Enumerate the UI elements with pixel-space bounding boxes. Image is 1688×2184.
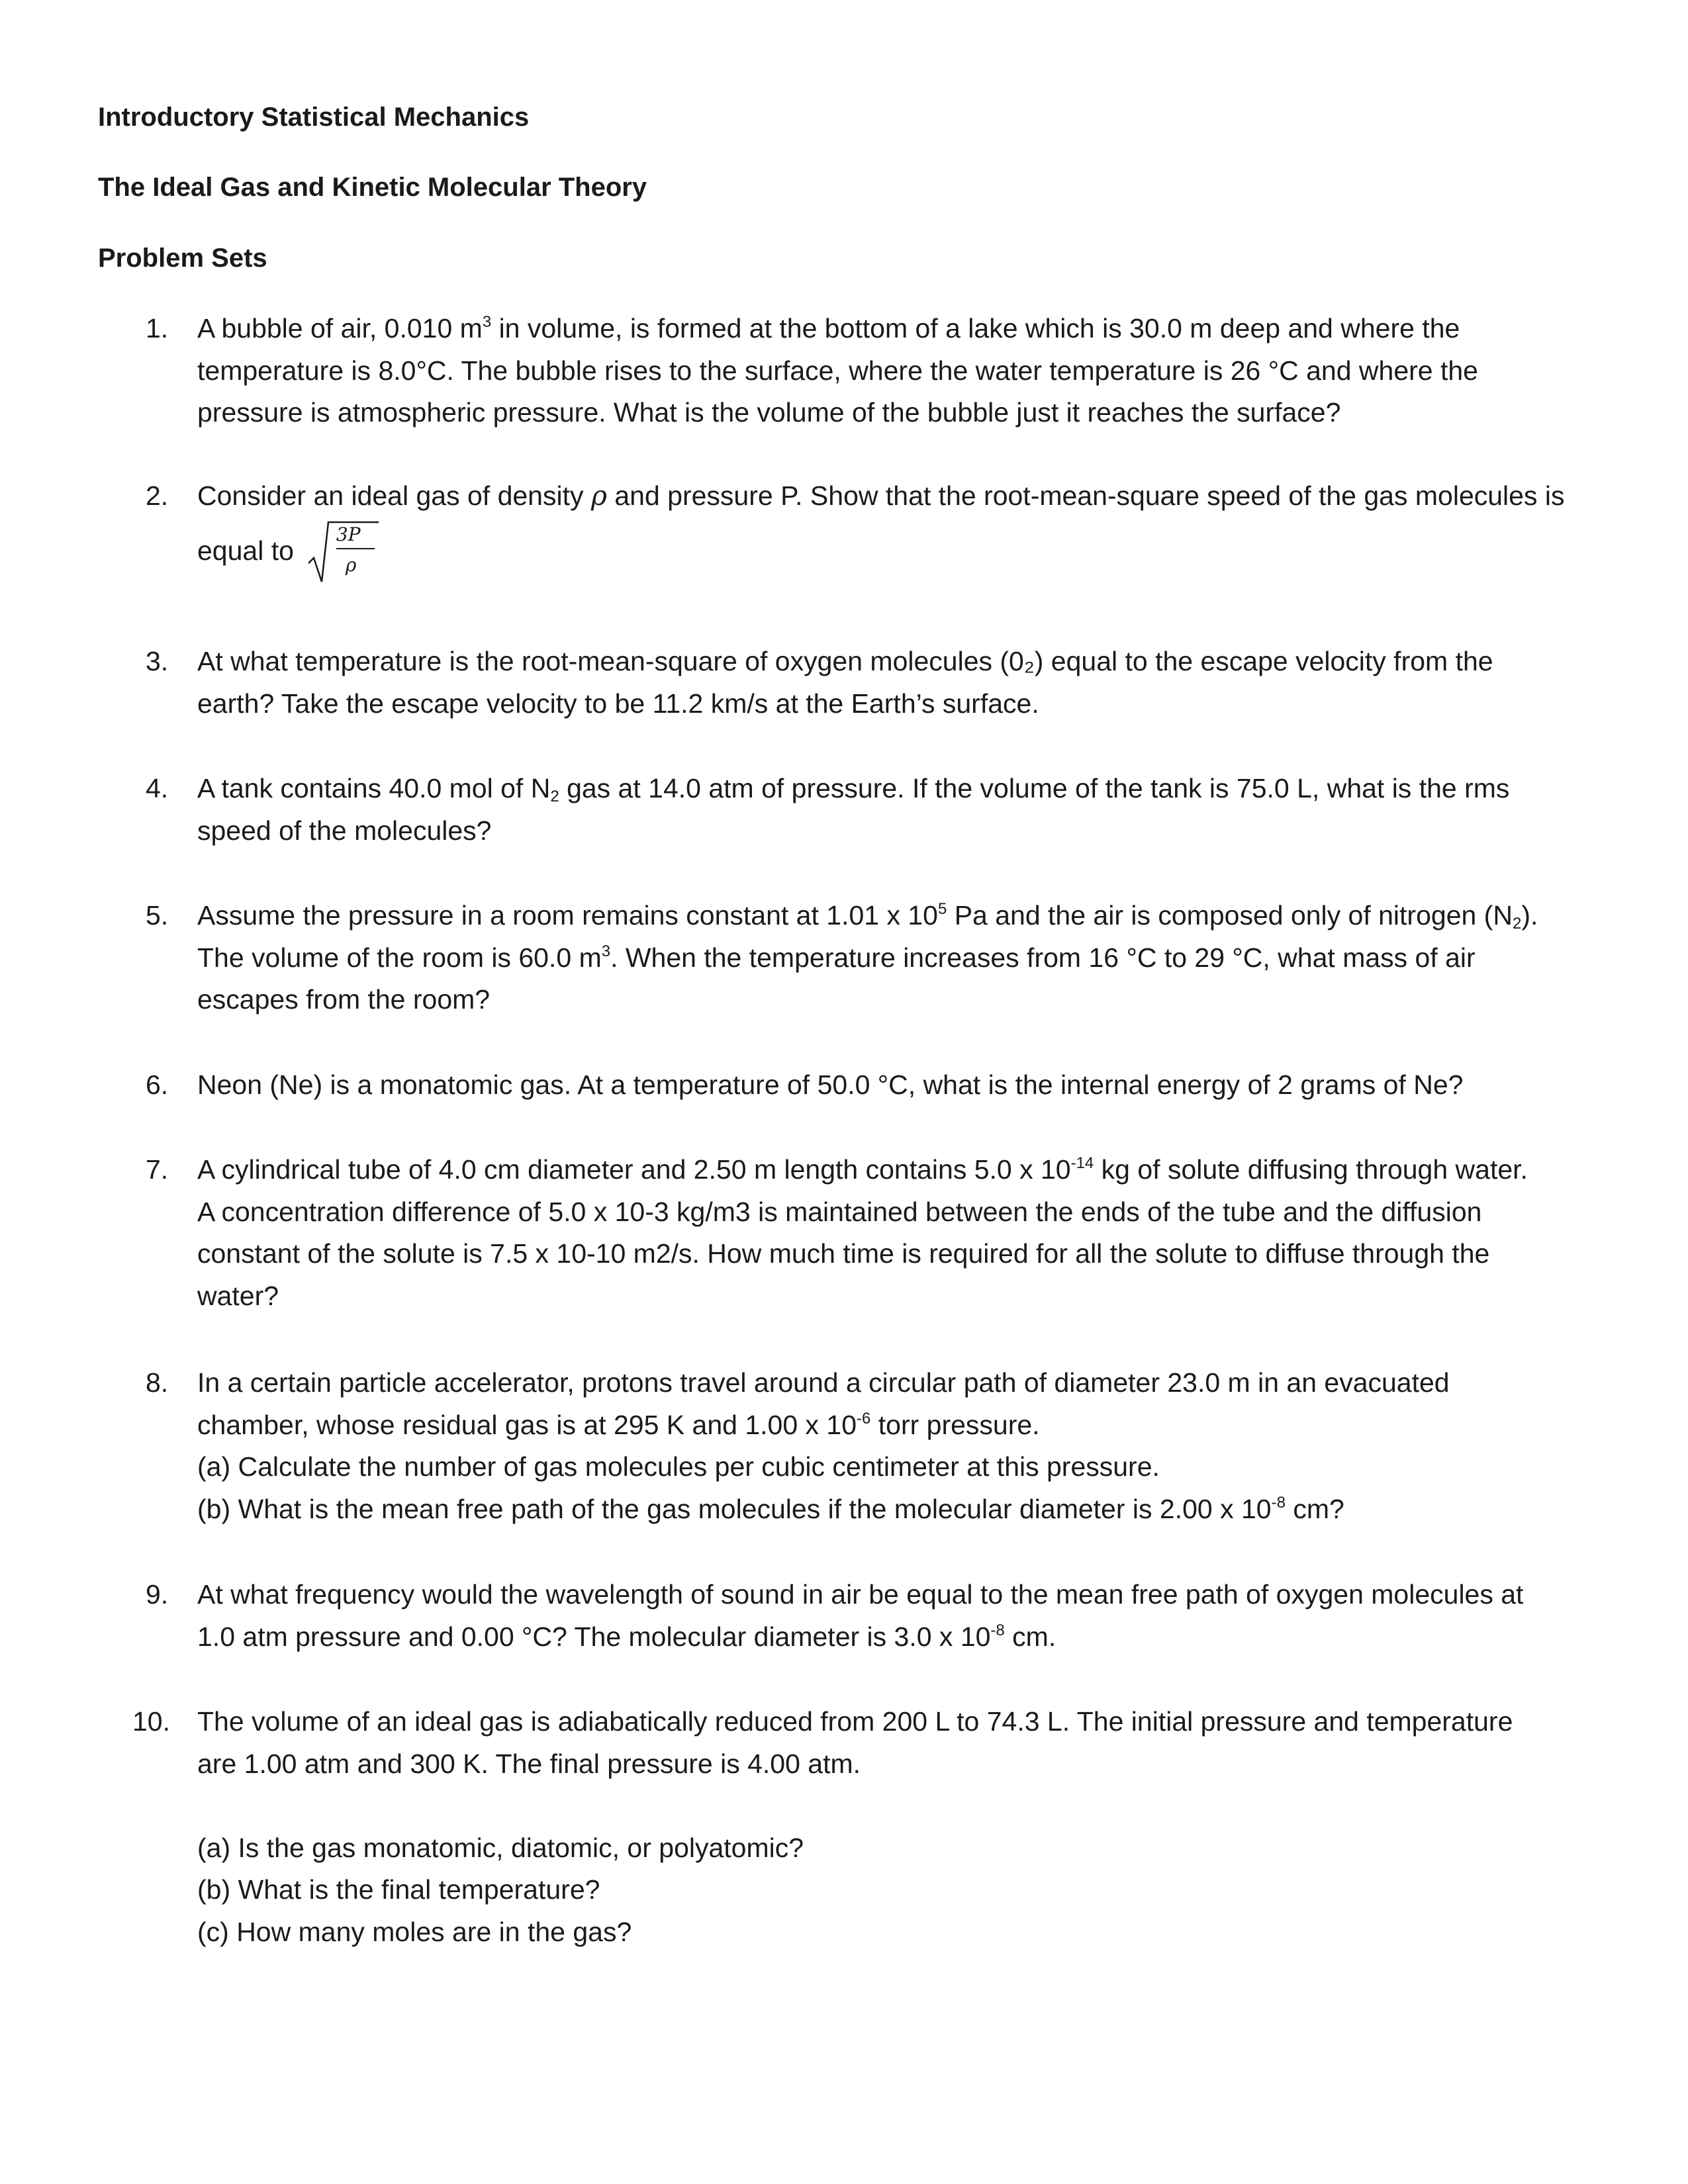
sub-question-b: (b) What is the final temperature? <box>197 1874 600 1905</box>
problem-number: 9. <box>146 1579 169 1610</box>
problem-text: At what temperature is the root-mean-square of oxygen molecules (0₂) equal to the escape velocity from the earth? Take the escape velocity to be 11.2 km/s at the Earth’s surface. <box>197 646 1493 719</box>
problem-text: A cylindrical tube of 4.0 cm diameter and 2.50 m length contains 5.0 x $10^{-14}$ kg of solute diffusing through water. A concentration difference of 5.0 x 10-3 kg/m3 is maintained between the ends of the tube and the diffusion constant of the solute is 7.5 x 10-10 m2/s. How much time is required for all the solute to diffuse through the water? <box>197 1154 1528 1311</box>
problem-number: 7. <box>146 1154 169 1185</box>
problem-text: Consider an ideal gas of density ρ and pressure P. Show that the root-mean-square speed of the gas molecules is equal to 3P ρ <box>197 475 1594 584</box>
problem-text: The volume of an ideal gas is adiabatically reduced from 200 L to 74.3 L. The initial pressure and temperature are 1.00 atm and 300 K. The final pressure is 4.00 atm. (a) Is the gas monatomic, diatomic, or polyatomic? (b) What is the final temperature? (c) How many moles are in the gas? <box>197 1701 1594 1953</box>
sub-question-c: (c) How many moles are in the gas? <box>197 1916 632 1947</box>
fraction-numerator: 3P <box>336 523 361 545</box>
problem-text: A tank contains 40.0 mol of $N_2$ gas at 14.0 atm of pressure. If the volume of the tank is 75.0 L, what is the rms speed of the molecules? <box>197 773 1510 846</box>
sub-question-a: (a) Is the gas monatomic, diatomic, or polyatomic? <box>197 1832 804 1863</box>
problem-number: 10. <box>132 1706 170 1737</box>
problem-number: 2. <box>146 480 169 511</box>
problem-number: 8. <box>146 1367 169 1398</box>
sqrt-formula <box>306 520 385 586</box>
fraction-denominator: ρ <box>345 553 357 576</box>
problem-text: A bubble of air, 0.010 $m^3$ in volume, is formed at the bottom of a lake which is 30.0 m deep and where the temperature is 8.0°C. The bubble rises to the surface, where the water temperature is 26 °C and where the pressure is atmospheric pressure. What is the volume of the bubble just it reaches the surface? <box>197 313 1478 428</box>
section-title: Problem Sets <box>98 244 267 273</box>
problem-number: 3. <box>146 646 169 676</box>
topic-title: The Ideal Gas and Kinetic Molecular Theory <box>98 173 647 202</box>
problem-number: 1. <box>146 313 169 343</box>
problem-text: In a certain particle accelerator, protons travel around a circular path of diameter 23.0 m in an evacuated chamber, whose residual gas is at 295 K and 1.00 x $10^{-6}$ torr pressure. (a) Calculate the number of gas molecules per cubic centimeter at this pressure. (b) What is the mean free path of the gas molecules if the molecular diameter is 2.00 x $10^{-8}$ cm? <box>197 1367 1450 1524</box>
problem-text: Neon (Ne) is a monatomic gas. At a temperature of 50.0 °C, what is the internal energy of 2 grams of Ne? <box>197 1069 1464 1100</box>
problem-text: Assume the pressure in a room remains constant at 1.01 x $10^5$ Pa and the air is composed only of nitrogen $(N_2)$. The volume of the room is 60.0 $m^3$. When the temperature increases from 16 °C to 29 °C, what mass of air escapes from the room? <box>197 900 1538 1015</box>
problem-number: 5. <box>146 900 169 931</box>
problem-number: 6. <box>146 1069 169 1100</box>
course-title: Introductory Statistical Mechanics <box>98 103 530 132</box>
problem-text: At what frequency would the wavelength of sound in air be equal to the mean free path of oxygen molecules at 1.0 atm pressure and 0.00 °C? The molecular diameter is 3.0 x $10^{-8}$ cm. <box>197 1579 1524 1652</box>
problem-number: 4. <box>146 773 169 803</box>
